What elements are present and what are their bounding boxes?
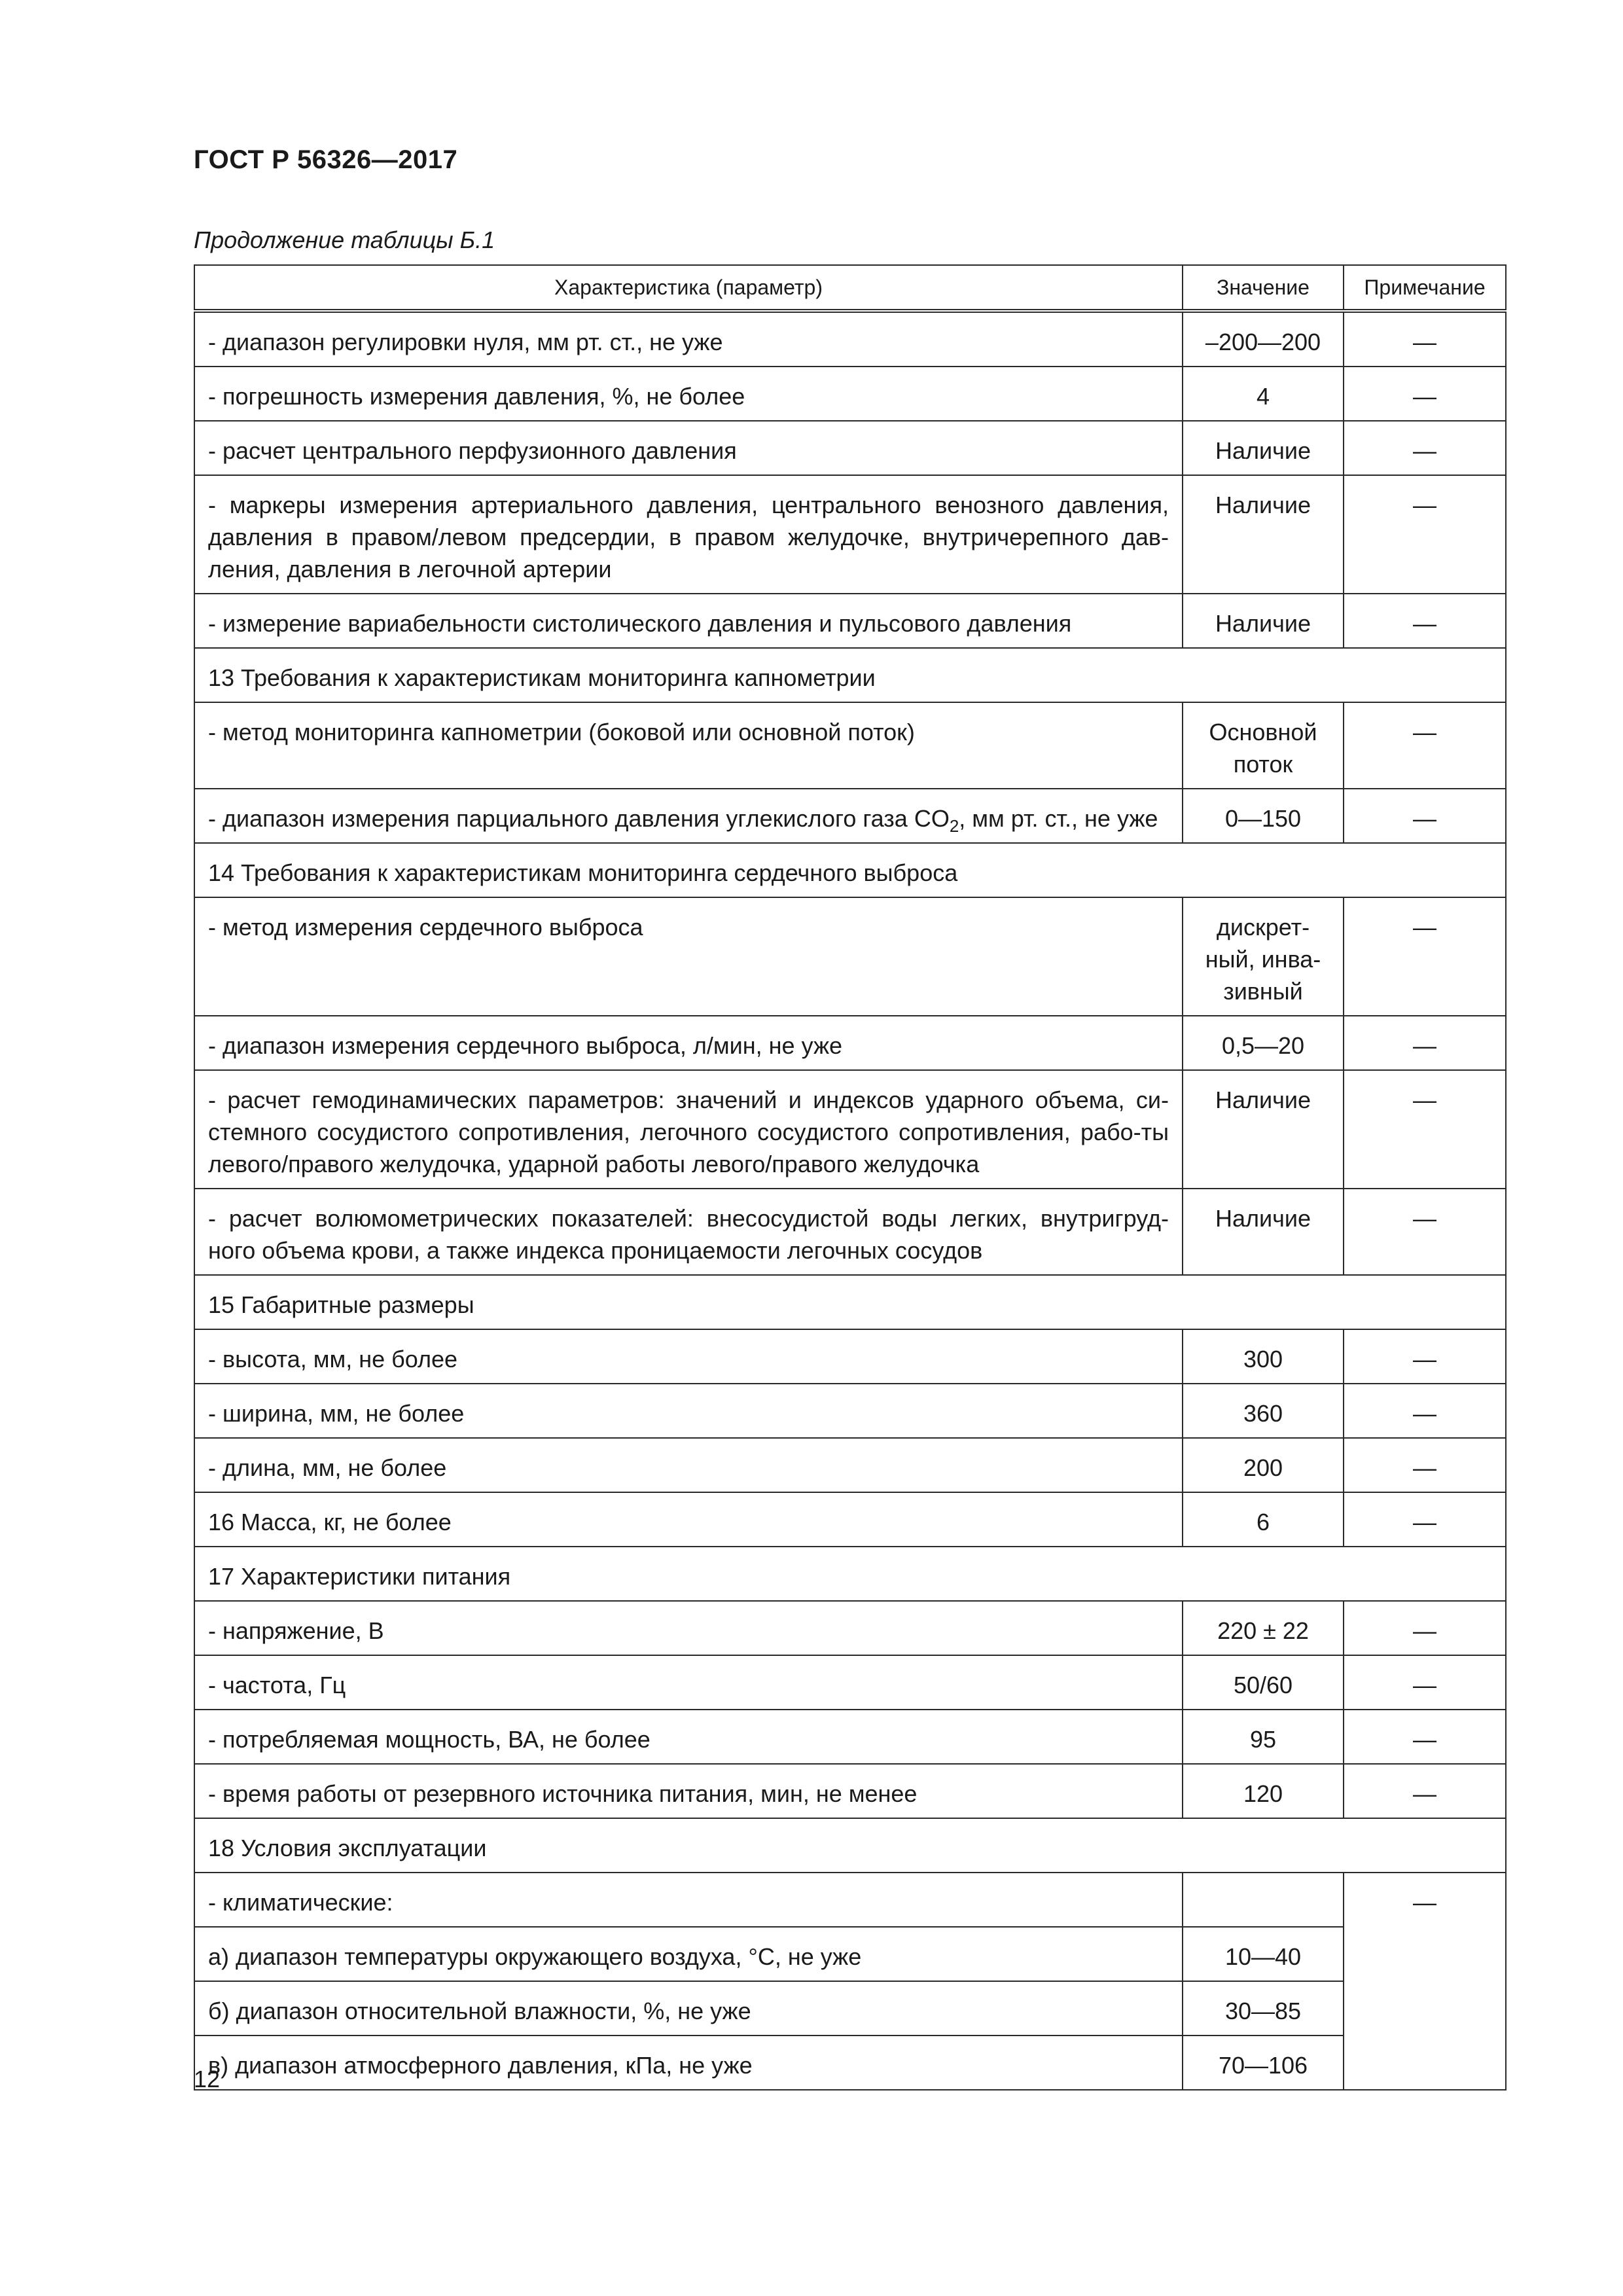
- note-cell: —: [1344, 475, 1506, 594]
- parameter-text: - диапазон измерения парциального давления углекислого газа CO: [208, 805, 950, 832]
- table-row: [194, 311, 1506, 367]
- value-cell: 220 ± 22: [1183, 1601, 1344, 1655]
- table-row: [194, 1764, 1506, 1818]
- note-cell: —: [1344, 1329, 1506, 1384]
- parameter-cell: - высота, мм, не более: [194, 1329, 1183, 1384]
- parameter-cell: - метод измерения сердечного выброса: [194, 897, 1183, 1016]
- parameter-cell: - потребляемая мощность, ВА, не более: [194, 1710, 1183, 1764]
- table-row: [194, 702, 1506, 789]
- note-cell: —: [1344, 1492, 1506, 1547]
- section-heading: 15 Габаритные размеры: [194, 1275, 1506, 1329]
- parameter-cell: - время работы от резервного источника питания, мин, не менее: [194, 1764, 1183, 1818]
- value-cell: 30—85: [1183, 1981, 1344, 2036]
- value-cell: [1183, 1873, 1344, 1927]
- value-cell: Наличие: [1183, 594, 1344, 648]
- page-number: 12: [194, 2066, 221, 2092]
- table-row: [194, 1981, 1506, 2036]
- parameter-cell: б) диапазон относительной влажности, %, не уже: [194, 1981, 1183, 2036]
- parameter-cell: - погрешность измерения давления, %, не более: [194, 367, 1183, 421]
- section-heading: 18 Условия эксплуатации: [194, 1818, 1506, 1873]
- parameter-cell: - длина, мм, не более: [194, 1438, 1183, 1492]
- section-row: [194, 1818, 1506, 1873]
- section-heading: 13 Требования к характеристикам мониторинга капнометрии: [194, 648, 1506, 702]
- value-cell: 50/60: [1183, 1655, 1344, 1710]
- column-header-note: Примечание: [1344, 265, 1506, 311]
- note-cell: —: [1344, 421, 1506, 475]
- section-heading: 17 Характеристики питания: [194, 1547, 1506, 1601]
- section-row: [194, 1547, 1506, 1601]
- table-row: [194, 1710, 1506, 1764]
- table-row: [194, 789, 1506, 843]
- section-row: [194, 648, 1506, 702]
- value-cell: 4: [1183, 367, 1344, 421]
- parameter-cell: - расчет гемодинамических параметров: значений и индексов ударного объема, си-стемного сосудистого сопротивления, легочного сосудистого сопротивления, рабо-ты левого/правого желудочка, ударной работы левого/правого желудочка: [194, 1070, 1183, 1189]
- spec-table: [194, 264, 1507, 2090]
- parameter-cell: - ширина, мм, не более: [194, 1384, 1183, 1438]
- table-row: [194, 1601, 1506, 1655]
- section-heading: 14 Требования к характеристикам мониторинга сердечного выброса: [194, 843, 1506, 897]
- parameter-cell: в) диапазон атмосферного давления, кПа, не уже: [194, 2036, 1183, 2090]
- table-row: [194, 1070, 1506, 1189]
- parameter-cell: а) диапазон температуры окружающего воздуха, °С, не уже: [194, 1927, 1183, 1981]
- value-cell: Наличие: [1183, 421, 1344, 475]
- table-row: [194, 1927, 1506, 1981]
- parameter-cell: - метод мониторинга капнометрии (боковой или основной поток): [194, 702, 1183, 789]
- table-row: [194, 1189, 1506, 1275]
- parameter-cell: [194, 789, 1183, 843]
- parameter-cell: - расчет волюмометрических показателей: внесосудистой воды легких, внутригруд-ного объема крови, а также индекса проницаемости легочных сосудов: [194, 1189, 1183, 1275]
- note-cell: —: [1344, 1710, 1506, 1764]
- value-cell: 10—40: [1183, 1927, 1344, 1981]
- note-cell: —: [1344, 1070, 1506, 1189]
- value-cell: дискрет-ный, инва-зивный: [1183, 897, 1344, 1016]
- note-cell: —: [1344, 1189, 1506, 1275]
- table-row: [194, 421, 1506, 475]
- parameter-cell: 16 Масса, кг, не более: [194, 1492, 1183, 1547]
- value-cell: 0,5—20: [1183, 1016, 1344, 1070]
- parameter-text: , мм рт. ст., не уже: [959, 805, 1158, 832]
- column-header-parameter: Характеристика (параметр): [194, 265, 1183, 311]
- value-cell: Наличие: [1183, 1189, 1344, 1275]
- value-cell: 360: [1183, 1384, 1344, 1438]
- table-row: [194, 1655, 1506, 1710]
- table-row: [194, 475, 1506, 594]
- note-cell: —: [1344, 789, 1506, 843]
- note-cell: —: [1344, 367, 1506, 421]
- parameter-cell: - диапазон измерения сердечного выброса, л/мин, не уже: [194, 1016, 1183, 1070]
- parameter-cell: - маркеры измерения артериального давления, центрального венозного давления, давления в правом/левом предсердии, в правом желудочке, внутричерепного дав-ления, давления в легочной артерии: [194, 475, 1183, 594]
- table-caption: Продолжение таблицы Б.1: [194, 226, 495, 253]
- parameter-cell: - измерение вариабельности систолического давления и пульсового давления: [194, 594, 1183, 648]
- table-row: [194, 1016, 1506, 1070]
- value-cell: Наличие: [1183, 475, 1344, 594]
- parameter-cell: - диапазон регулировки нуля, мм рт. ст., не уже: [194, 311, 1183, 367]
- value-cell: 0—150: [1183, 789, 1344, 843]
- table-row: [194, 1384, 1506, 1438]
- value-cell: Наличие: [1183, 1070, 1344, 1189]
- section-row: [194, 843, 1506, 897]
- section-row: [194, 1275, 1506, 1329]
- value-cell: 95: [1183, 1710, 1344, 1764]
- value-cell: 300: [1183, 1329, 1344, 1384]
- parameter-cell: - климатические:: [194, 1873, 1183, 1927]
- note-cell: —: [1344, 1016, 1506, 1070]
- value-cell: 120: [1183, 1764, 1344, 1818]
- value-cell: 200: [1183, 1438, 1344, 1492]
- value-cell: 70—106: [1183, 2036, 1344, 2090]
- subscript-text: 2: [949, 816, 959, 836]
- table-row: [194, 367, 1506, 421]
- note-cell: —: [1344, 594, 1506, 648]
- note-cell: —: [1344, 1764, 1506, 1818]
- column-header-value: Значение: [1183, 265, 1344, 311]
- note-cell: —: [1344, 1655, 1506, 1710]
- parameter-cell: - частота, Гц: [194, 1655, 1183, 1710]
- note-cell: —: [1344, 1384, 1506, 1438]
- parameter-cell: - расчет центрального перфузионного давления: [194, 421, 1183, 475]
- document-header: ГОСТ Р 56326—2017: [194, 145, 458, 174]
- value-cell: Основной поток: [1183, 702, 1344, 789]
- value-cell: –200—200: [1183, 311, 1344, 367]
- note-cell: —: [1344, 1601, 1506, 1655]
- note-cell: —: [1344, 1873, 1506, 2090]
- note-cell: —: [1344, 897, 1506, 1016]
- table-row: [194, 897, 1506, 1016]
- table-row: [194, 1329, 1506, 1384]
- note-cell: —: [1344, 311, 1506, 367]
- table-row: [194, 1492, 1506, 1547]
- table-header-row: [194, 265, 1506, 311]
- table-row: [194, 1873, 1506, 1927]
- table-row: [194, 594, 1506, 648]
- value-cell: 6: [1183, 1492, 1344, 1547]
- table-row: [194, 1438, 1506, 1492]
- table-row: [194, 2036, 1506, 2090]
- note-cell: —: [1344, 702, 1506, 789]
- parameter-cell: - напряжение, В: [194, 1601, 1183, 1655]
- note-cell: —: [1344, 1438, 1506, 1492]
